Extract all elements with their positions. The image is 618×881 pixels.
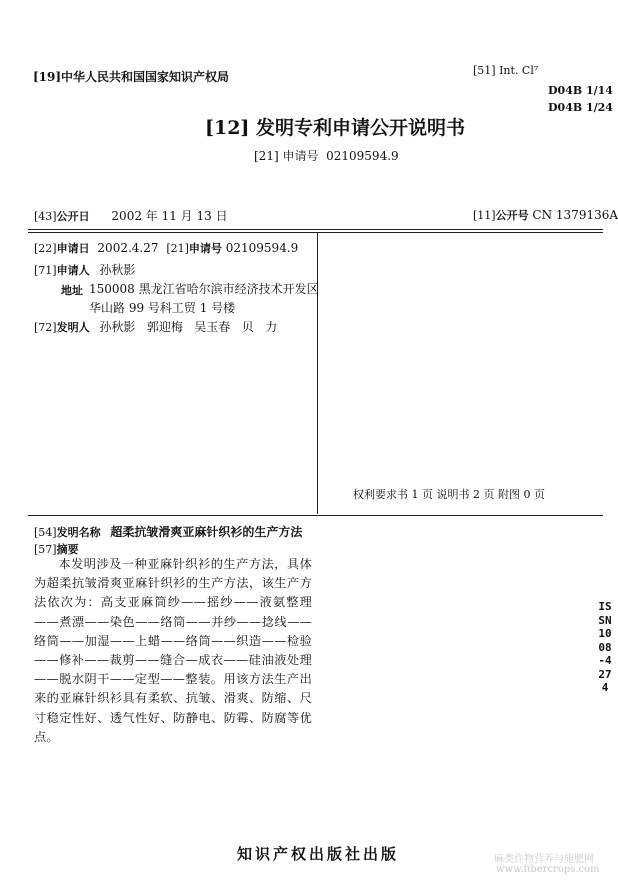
app-no-label: 申请号 [188,242,222,255]
invention-title-label: 发明名称 [56,526,101,539]
app-no-code: [21] [166,242,189,255]
application-number-header [254,147,399,164]
invention-title-row [34,523,302,540]
filing-date-code: [22] [34,242,57,255]
applicant-label: 申请人 [56,264,90,277]
applicant-name: 孙秋影 [99,263,136,277]
publication-number-label: 公开号 [495,209,529,222]
upper-divider-double [28,232,603,233]
application-code: [21] [254,149,279,163]
filing-date-label: 申请日 [56,242,90,255]
column-divider [317,233,318,514]
abstract-text: 本发明涉及一种亚麻针织衫的生产方法，具体为超柔抗皱滑爽亚麻针织衫的生产方法，该生产方法依次为：高支亚麻筒纱——摇纱——液氨整理——煮漂——染色——络筒——并纱——捻线——络筒——加湿——上蜡——络筒——织造——检验——修补——裁剪——缝合—成衣——硅油液处理——脱水阴干——定型——整装。用该方法生产出来的亚麻针织衫具有柔软、抗皱、滑爽、防缩、尺寸稳定性好、透气性好、防静电、防霉、防腐等优点。 [34,557,312,744]
int-cl-label: [51] Int. Cl⁷ [473,64,539,77]
invention-title: 超柔抗皱滑爽亚麻针织衫的生产方法 [110,525,303,539]
ipc-code-2: D04B 1/24 [548,101,613,114]
filing-date-row [34,240,298,256]
publication-number-row [473,207,618,223]
watermark-line-1: 麻类作物营养与施肥网 [494,854,594,865]
lower-divider [28,515,603,516]
application-label: 申请号 [282,149,319,163]
applicant-row [34,261,135,278]
publication-number-code: [11] [473,209,496,222]
page-counts: 权利要求书 1 页 说明书 2 页 附图 0 页 [353,488,545,501]
ipc-code-1: D04B 1/14 [548,84,613,97]
watermark-line-2: www.fibercrops.com [496,864,600,875]
abstract-code: [57] [34,543,57,556]
application-number: 02109594.9 [326,149,399,163]
inventor-names: 孙秋影 郭迎梅 吴玉春 贝 力 [99,320,278,334]
applicant-code: [71] [34,264,57,277]
publication-date-code: [43] [34,210,57,223]
publication-date-row [34,207,228,224]
publication-date: 2002 年 11 月 13 日 [111,209,228,223]
address-label: 地址 [61,284,83,297]
issn-vertical: ISSN1008-4274 [598,600,612,694]
abstract-label: 摘要 [56,543,79,556]
address-line-2: 华山路 99 号科工贸 1 号楼 [89,301,236,315]
invention-title-code: [54] [34,526,57,539]
publication-date-label: 公开日 [56,210,90,223]
document-title: [12] 发明专利申请公开说明书 [205,117,466,139]
app-no: 02109594.9 [225,241,299,255]
publisher-footer: 知识产权出版社出版 [237,845,400,863]
upper-divider [28,229,603,230]
inventor-label: 发明人 [56,321,90,334]
inventor-code: [72] [34,321,57,334]
filing-date: 2002.4.27 [97,241,159,255]
publication-number: CN 1379136A [532,208,618,222]
authority-header: [19]中华人民共和国国家知识产权局 [33,70,230,84]
address-line-1: 150008 黑龙江省哈尔滨市经济技术开发区 [89,282,319,296]
inventor-row [34,318,277,335]
